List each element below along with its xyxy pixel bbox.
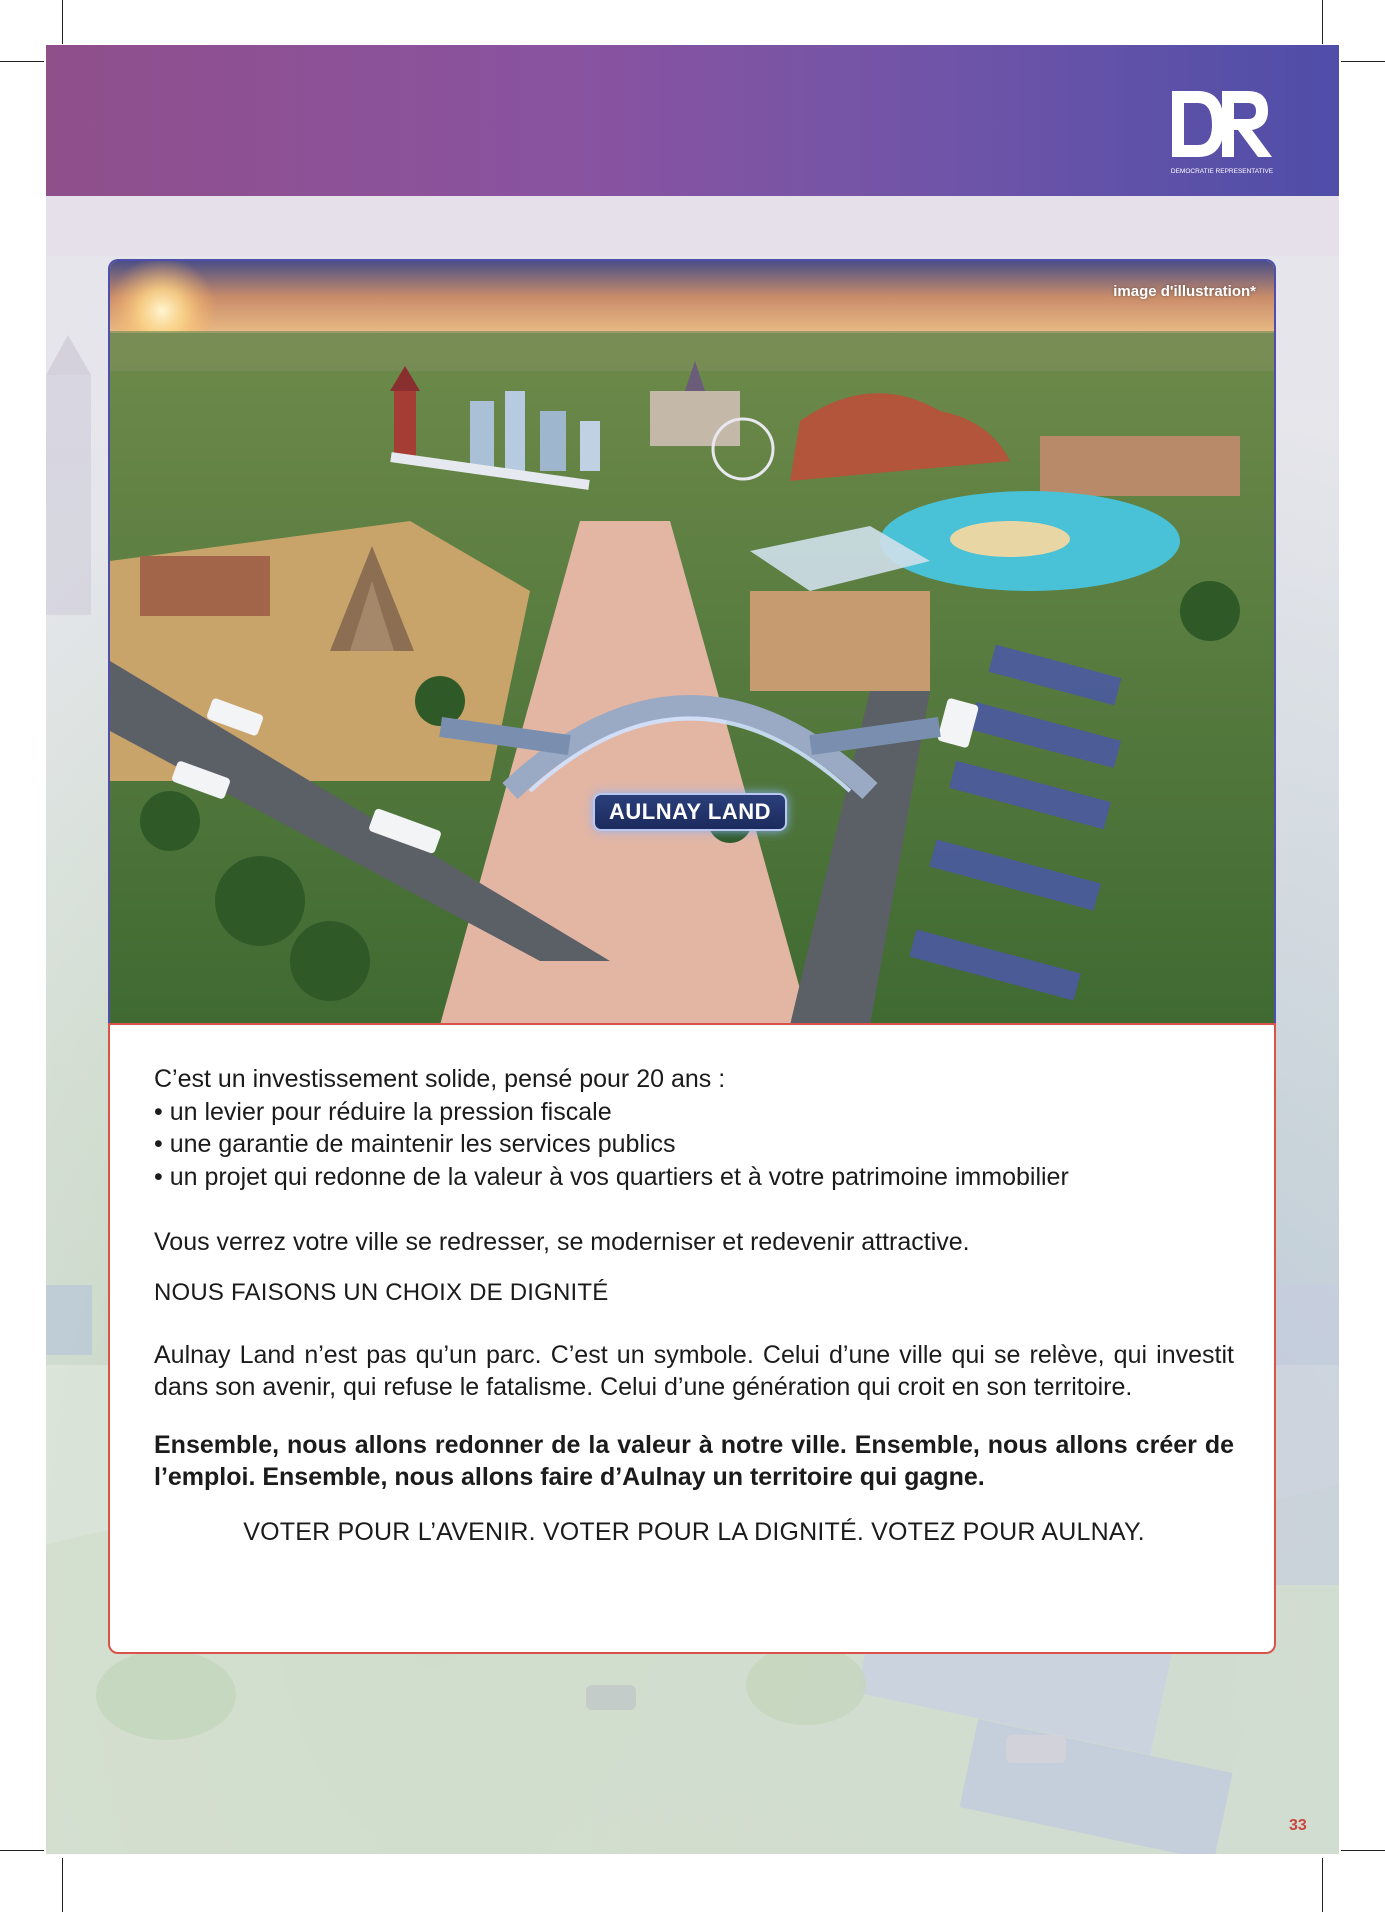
header-band	[46, 45, 1339, 196]
crop-mark	[62, 0, 63, 44]
aulnay-land-sign: AULNAY LAND	[593, 793, 787, 831]
crop-mark	[1341, 61, 1385, 62]
page-number: 33	[1289, 1817, 1307, 1834]
dr-logo	[1168, 85, 1276, 177]
crop-mark	[1322, 0, 1323, 44]
bullet-item: • une garantie de maintenir les services publics	[154, 1130, 676, 1158]
crop-mark	[62, 1858, 63, 1912]
crop-mark	[1341, 1850, 1385, 1851]
illustration-caption: image d'illustration*	[1113, 283, 1256, 300]
park-scene	[110, 261, 1276, 1023]
crop-mark	[0, 1850, 44, 1851]
together-paragraph: Ensemble, nous allons redonner de la valeur à notre ville. Ensemble, nous allons créer de l’emploi. Ensemble, nous allons faire d’Aulnay un territoire qui gagne.	[154, 1430, 1234, 1491]
section-heading: NOUS FAISONS UN CHOIX DE DIGNITÉ	[154, 1278, 609, 1306]
logo-subtitle: DEMOCRATIE REPRESENTATIVE	[1170, 168, 1274, 175]
crop-mark	[0, 61, 44, 62]
park-illustration	[108, 259, 1276, 1023]
intro-text: C’est un investissement solide, pensé pour 20 ans :	[154, 1065, 726, 1093]
bullet-item: • un projet qui redonne de la valeur à vos quartiers et à votre patrimoine immobilier	[154, 1162, 1069, 1191]
page	[46, 45, 1339, 1854]
city-paragraph: Vous verrez votre ville se redresser, se moderniser et redevenir attractive.	[154, 1228, 970, 1256]
crop-mark	[1322, 1858, 1323, 1912]
closing-slogan: VOTER POUR L’AVENIR. VOTER POUR LA DIGNITÉ. VOTEZ POUR AULNAY.	[243, 1517, 1145, 1546]
bullet-item: • un levier pour réduire la pression fiscale	[154, 1097, 612, 1126]
text-card	[108, 1023, 1276, 1654]
symbol-paragraph: Aulnay Land n’est pas qu’un parc. C’est un symbole. Celui d’une ville qui se relève, qui investit dans son avenir, qui refuse le fatalisme. Celui d’une génération qui croit en son territoire.	[154, 1340, 1234, 1401]
